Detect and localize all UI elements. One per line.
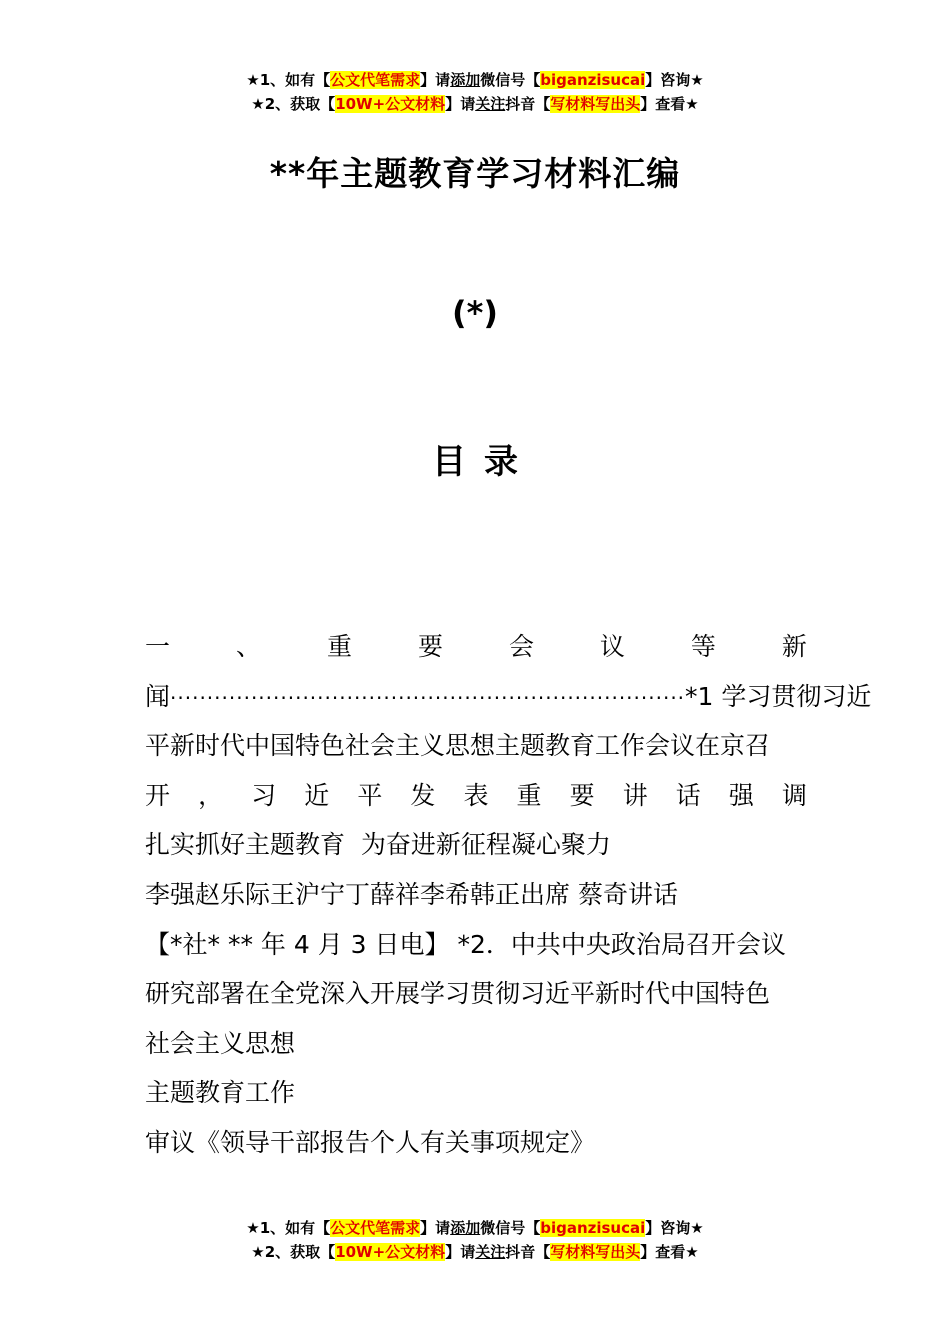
banner-text: 】请	[445, 1243, 476, 1261]
toc-char: 近	[304, 780, 330, 810]
toc-line: 平新时代中国特色社会主义思想主题教育工作会议在京召	[145, 731, 771, 761]
banner-text: 微信号【	[480, 71, 541, 89]
bottom-banner	[0, 1216, 950, 1264]
document-subtitle: (*)	[452, 294, 498, 332]
toc-char: 要	[417, 632, 443, 661]
banner-text: 】查看★	[640, 95, 699, 113]
toc-char: 一	[145, 632, 171, 661]
toc-char: 新	[781, 632, 807, 661]
banner-text: ★2、获取【	[251, 95, 336, 113]
banner-text: 】请	[445, 95, 476, 113]
banner-highlight: 写材料写出头	[550, 1243, 641, 1261]
toc-char: 平	[357, 780, 383, 810]
toc-dot-leader: ······································································	[170, 685, 686, 710]
banner-text: 】咨询★	[645, 1219, 704, 1237]
banner-underline: 关注	[475, 1243, 506, 1261]
toc-char: 议	[599, 632, 625, 661]
toc-line: 审议《领导干部报告个人有关事项规定》	[145, 1127, 596, 1157]
toc-line: 扎实抓好主题教育 为奋进新征程凝心聚力	[145, 830, 611, 860]
toc-char: 习	[251, 780, 277, 810]
banner-text: 】查看★	[640, 1243, 699, 1261]
banner-highlight: 公文代笔需求	[330, 1219, 421, 1237]
banner-text: 】请	[420, 1219, 451, 1237]
toc-char: 等	[690, 632, 716, 661]
banner-text: ★1、如有【	[246, 1219, 331, 1237]
toc-line: 主题教育工作	[145, 1078, 296, 1108]
toc-char: 调	[781, 780, 807, 810]
banner-highlight: 10W+公文材料	[335, 1243, 446, 1261]
toc-heading: 目录	[432, 442, 536, 482]
banner-line-1	[0, 1216, 950, 1240]
toc-line: 【*社* ** 年 4 月 3 日电】 *2．中共中央政治局召开会议	[145, 929, 786, 959]
toc-line: 研究部署在全党深入开展学习贯彻习近平新时代中国特色	[145, 979, 771, 1009]
banner-highlight: 10W+公文材料	[335, 95, 446, 113]
document-title: **年主题教育学习材料汇编	[269, 154, 681, 193]
banner-highlight: biganzisucai	[540, 1219, 646, 1237]
toc-char: 、	[235, 632, 261, 661]
toc-char: 开	[145, 780, 171, 810]
banner-text: 微信号【	[480, 1219, 541, 1237]
banner-text: ★1、如有【	[246, 71, 331, 89]
toc-char: ，	[198, 780, 224, 810]
banner-text: 抖音【	[505, 1243, 551, 1261]
banner-text: 】咨询★	[645, 71, 704, 89]
toc-line-spread	[145, 622, 807, 672]
toc-char: 要	[569, 780, 595, 810]
banner-highlight: 写材料写出头	[550, 95, 641, 113]
toc-line: 李强赵乐际王沪宁丁薛祥李希韩正出席 蔡奇讲话	[145, 879, 678, 909]
banner-line-1	[0, 68, 950, 92]
toc-char: 表	[463, 780, 489, 810]
toc-line: 社会主义思想	[145, 1028, 296, 1058]
toc-char: 强	[728, 780, 754, 810]
banner-text: 】请	[420, 71, 451, 89]
banner-underline: 关注	[475, 95, 506, 113]
toc-char: 话	[675, 780, 701, 810]
banner-line-2	[0, 92, 950, 116]
banner-line-2	[0, 1240, 950, 1264]
toc-body	[145, 622, 872, 1168]
banner-highlight: biganzisucai	[540, 71, 646, 89]
toc-char: 讲	[622, 780, 648, 810]
banner-highlight: 公文代笔需求	[330, 71, 421, 89]
toc-char: 发	[410, 780, 436, 810]
top-banner	[0, 68, 950, 116]
toc-entry-leader[interactable]	[145, 672, 872, 722]
toc-char: 会	[508, 632, 534, 661]
toc-char: 重	[516, 780, 542, 810]
banner-text: 抖音【	[505, 95, 551, 113]
banner-underline: 添加	[450, 1219, 481, 1237]
banner-underline: 添加	[450, 71, 481, 89]
banner-text: ★2、获取【	[251, 1243, 336, 1261]
toc-line-spread	[145, 771, 807, 821]
toc-entry-start: 闻	[145, 681, 171, 711]
toc-char: 重	[326, 632, 352, 661]
toc-entry-end: *1 学习贯彻习近	[685, 681, 872, 711]
